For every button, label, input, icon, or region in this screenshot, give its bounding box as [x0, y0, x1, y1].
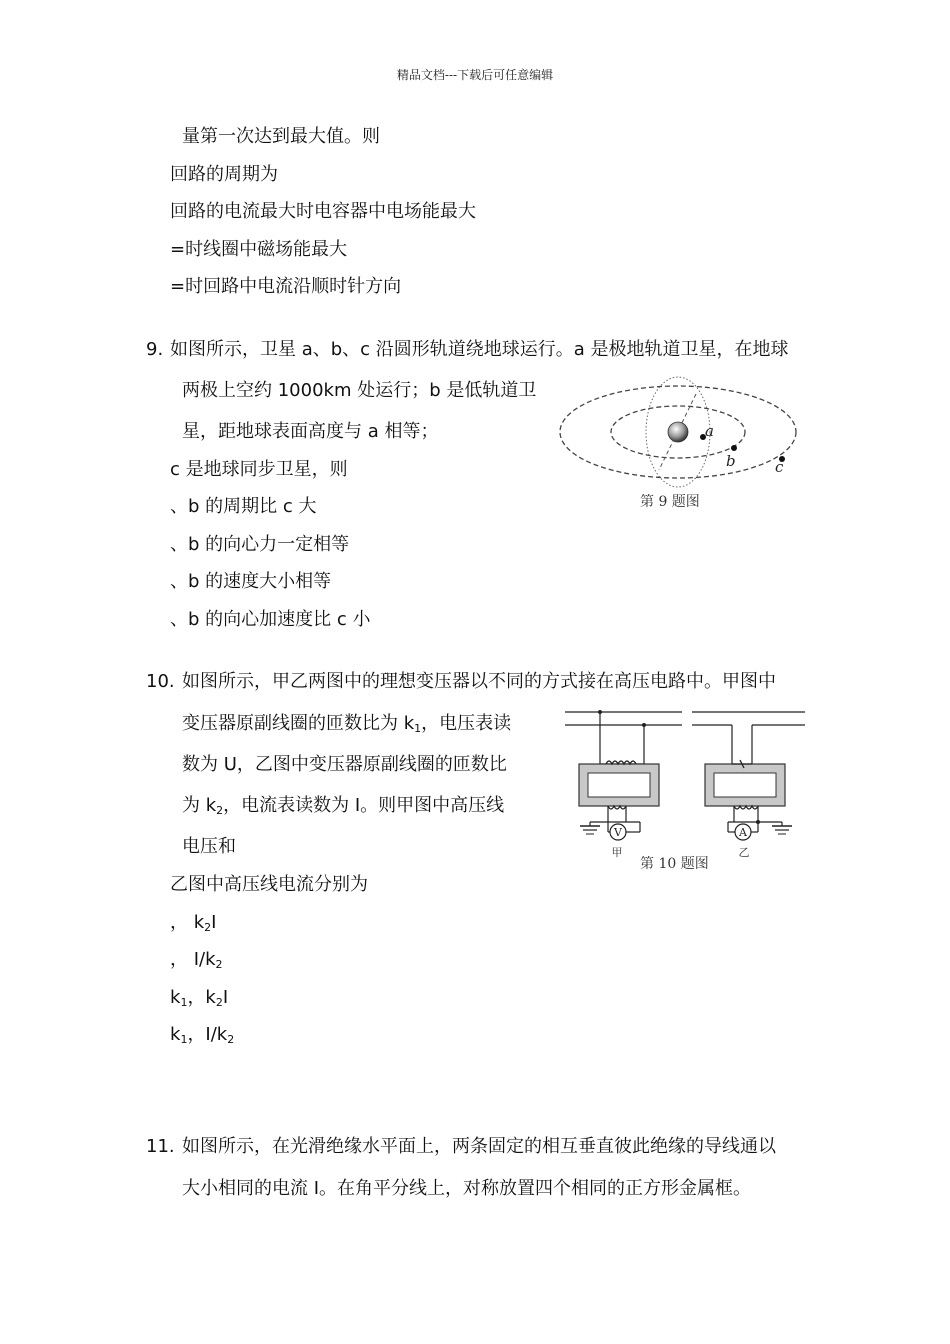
q9-stem-line-1: 如图所示，卫星 a、b、c 沿圆形轨道绕地球运行。a 是极地轨道卫星，在地球 — [170, 339, 789, 360]
q9-option-d: 、b 的向心加速度比 c 小 — [170, 609, 371, 630]
q9-orbit-figure — [555, 372, 805, 520]
q10-option-c: $k_1$，$k_2I$ — [170, 987, 229, 1009]
q9-stem-line-4: c 是地球同步卫星，则 — [170, 459, 348, 480]
q9-number: 9. — [146, 339, 164, 360]
jia-core-window — [588, 773, 650, 797]
page-header: 精品文档---下载后可任意编辑 — [396, 68, 554, 82]
q9-stem-line-3: 星，距地球表面高度与 a 相等； — [182, 421, 439, 442]
q10-number: 10. — [146, 671, 175, 692]
q8-option-d: =时回路中电流沿顺时针方向 — [170, 276, 402, 297]
label-b: b — [726, 452, 736, 470]
q9-option-a: 、b 的周期比 c 大 — [170, 496, 317, 517]
q9-option-c: 、b 的速度大小相等 — [170, 571, 332, 592]
q9-stem-line-2: 两极上空约 1000km 处运行；b 是低轨道卫 — [182, 380, 537, 401]
yi-core-window — [714, 773, 776, 797]
ammeter-label: A — [739, 826, 747, 839]
label-a: a — [705, 422, 714, 440]
q8-option-c: =时线圈中磁场能最大 — [170, 239, 348, 260]
voltmeter-label: V — [614, 826, 622, 839]
q8-option-b: 回路的电流最大时电容器中电场能最大 — [170, 201, 476, 222]
q8-option-a: 回路的周期为 — [170, 164, 278, 185]
q8-line-1: 量第一次达到最大值。则 — [182, 126, 380, 147]
label-yi: 乙 — [738, 846, 750, 859]
q10-stem-line-2: 变压器原副线圈的匝数比为 $k_1$，电压表读 — [182, 713, 512, 735]
q10-option-b: ， $I/k_2$ — [170, 949, 223, 971]
q10-stem-line-5: 电压和 — [182, 836, 236, 857]
q11-stem-line-1: 如图所示，在光滑绝缘水平面上，两条固定的相互垂直彼此绝缘的导线通以 — [182, 1136, 776, 1157]
q10-option-a: ， $k_2I$ — [170, 912, 217, 934]
q10-figure-caption: 第 10 题图 — [640, 856, 709, 872]
earth-icon — [668, 422, 688, 442]
q10-stem-line-6: 乙图中高压线电流分别为 — [170, 874, 368, 895]
q10-stem-line-4: 为 $k_2$，电流表读数为 I。则甲图中高压线 — [182, 795, 505, 817]
label-jia: 甲 — [611, 846, 623, 859]
q11-stem-line-2: 大小相同的电流 I。在角平分线上，对称放置四个相同的正方形金属框。 — [182, 1178, 752, 1199]
q10-stem-line-1: 如图所示，甲乙两图中的理想变压器以不同的方式接在高压电路中。甲图中 — [182, 671, 776, 692]
satellite-b — [731, 445, 737, 451]
q10-option-d: $k_1$，$I/k_2$ — [170, 1024, 235, 1046]
q9-figure-caption: 第 9 题图 — [640, 494, 700, 510]
q10-stem-line-3: 数为 U，乙图中变压器原副线圈的匝数比 — [182, 754, 507, 775]
q10-transformer-figure — [560, 700, 815, 878]
q11-number: 11. — [146, 1136, 175, 1157]
q9-option-b: 、b 的向心力一定相等 — [170, 534, 350, 555]
label-c: c — [775, 458, 784, 476]
